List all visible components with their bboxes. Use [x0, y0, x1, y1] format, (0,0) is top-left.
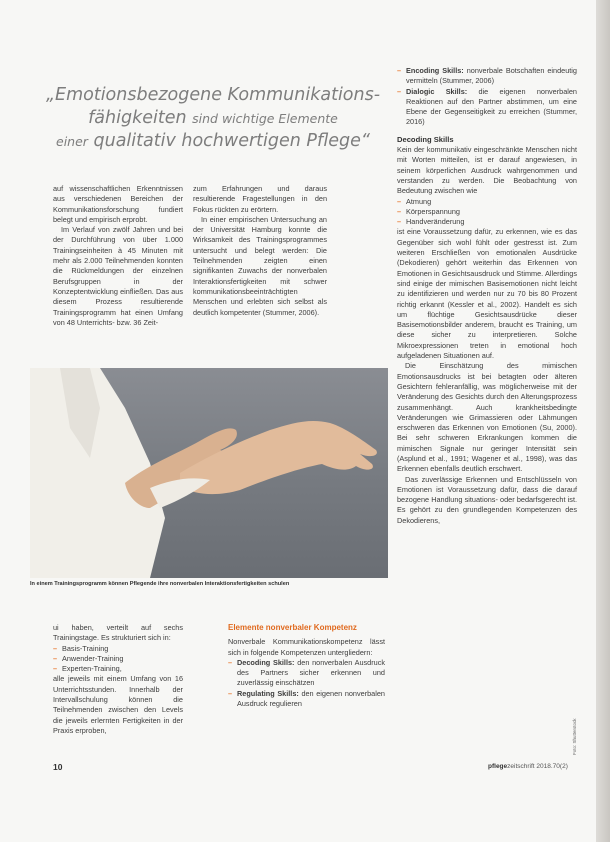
paragraph: auf wissenschaftlichen Erkenntnissen aus verschiedenen Bereichen der Kommunikationsforschung fundiert belegt und empirisch erprobt. [53, 184, 183, 224]
photo-credit: Foto: Shutterstock [572, 718, 577, 755]
paragraph: Die Einschätzung des mimischen Emotionsausdrucks ist bei betagten oder älteren Gesichtern fehleranfällig, was möglicherweise mit der Veränderung des Gesichts durch den Alterungsprozess zusammenhängt. Auch krankheitsbedingte Veränderungen wie Grimassieren oder Lähmungen erschweren das Erkennen von Emotionen (Su, 2000). Bei sehr schweren Erkrankungen kommen die mimischen Signale nur geringer Intensität sein (Asplund et al., 1991; Wagener et al., 1998), was das Erkennen ebenfalls deutlich erschwert. [397, 361, 577, 474]
skill-term: Dialogic Skills: [406, 86, 468, 96]
list-item: – Anwender-Training [53, 654, 183, 664]
pull-quote-line-3-a: einer [56, 134, 88, 149]
paragraph: ui haben, verteilt auf sechs Trainingstage. Es strukturiert sich in: [53, 623, 183, 643]
pull-quote-line-2-b: sind wichtige Elemente [192, 111, 338, 126]
list-item [228, 689, 385, 710]
skills-list-continued [397, 66, 577, 128]
magazine-name-rest: zeitschrift 2018.70(2) [507, 763, 568, 770]
list-item [397, 66, 577, 87]
skill-term: Decoding Skills: [237, 657, 295, 667]
pull-quote-line-1: „Emotionsbezogene Kommunikations- [45, 85, 381, 105]
skill-term: Encoding Skills: [406, 66, 464, 75]
skill-text: den nonverbalen Ausdruck des Partners sicher erkennen und zuverlässig einschätzen [237, 657, 386, 688]
section-heading-elements: Elemente nonverbaler Kompetenz [228, 623, 357, 632]
list-item: – Atmung [397, 197, 577, 207]
skills-list [228, 658, 385, 709]
column-middle-bottom [228, 623, 385, 709]
section-heading-decoding: Decoding Skills [397, 134, 454, 144]
paragraph: alle jeweils mit einem Umfang von 16 Unterrichtsstunden. Innerhalb der Intervallschulung können die Teilnehmenden zwischen den Levels die jeweils erlernten Fertigkeiten in der Praxis erproben, [53, 674, 183, 735]
skill-text: die eigenen nonverbalen Reaktionen auf den Partner abstimmen, um eine Ebene der Gegenseitigkeit zu erreichen (Stummer, 2016) [406, 86, 577, 127]
right-hand-shape [180, 421, 377, 494]
paragraph: In einer empirischen Untersuchung an der Universität Hamburg konnte die Wirksamkeit des Trainingsprogrammes untersucht und belegt werden: Die Teilnehmenden zeigten einen signifikanten Zuwachs der nonverbalen Interaktionsfertigkeiten mit schwer kommunikationsbeeinträchtigten Menschen und erlebten sich selbst als deutlich kompetenter (Stummer, 2006). [193, 214, 327, 317]
page-number: 10 [53, 762, 63, 772]
pull-quote-line-2 [40, 107, 386, 130]
magazine-footer [488, 763, 568, 770]
column-right [397, 66, 577, 526]
paragraph: zum Erfahrungen und daraus resultierende Fragestellungen in den Fokus rückten zu erörtern. [193, 184, 327, 214]
list-item: – Handveränderung [397, 217, 577, 227]
column-left-top [53, 184, 183, 328]
skill-term: Regulating Skills: [237, 688, 299, 698]
hands-illustration [30, 368, 388, 578]
observation-list [397, 197, 577, 228]
list-item: – Basis-Training [53, 644, 183, 654]
list-item [397, 87, 577, 128]
column-middle-top [193, 184, 327, 318]
list-item: – Experten-Training, [53, 664, 183, 674]
pull-quote-line-3 [40, 130, 386, 153]
magazine-name-bold: pflege [488, 763, 508, 770]
training-levels-list [53, 644, 183, 675]
pull-quote-line-2-a: fähigkeiten [88, 108, 187, 128]
paragraph: Das zuverlässige Erkennen und Entschlüsseln von Emotionen ist Voraussetzung dafür, dass die darauf bezogene Handlung situations- oder bedarfsgerecht ist. Es gehört zu den grundlegenden Kompetenzen des Dekodierens, [397, 474, 577, 525]
skill-text: den eigenen nonverbalen Ausdruck regulieren [237, 688, 385, 709]
pull-quote [40, 84, 386, 153]
paragraph: Nonverbale Kommunikationskompetenz lässt sich in folgende Kompetenzen untergliedern: [228, 637, 385, 657]
photo-caption: In einem Trainingsprogramm können Pflegende ihre nonverbalen Interaktionsfertigkeiten schulen [30, 581, 290, 587]
paragraph: Im Verlauf von zwölf Jahren und bei der Durchführung von über 1.000 Trainingseinheiten à 45 Minuten mit mehr als 2.000 Teilnehmenden konnten die Rückmeldungen der einzelnen Berufsgruppen in der Konzeptentwicklung einfließen. Das aus diesem Prozess resultierende Trainingsprogramm hat einen Umfang von 48 Unterrichts- bzw. 36 Zeit- [53, 225, 183, 327]
paragraph: ist eine Voraussetzung dafür, zu erkennen, wie es das Gegenüber sich wohl fühlt oder gestresst ist. Zum weiteren Erschließen von emotionalen Ausdrücke (Dekodieren) gehört weiterhin das Erkennen von Emotionen in Gesichtsausdruck und Stimme. Allerdings sind einige der mimischen Basisemotionen nicht leicht zu identifizieren und werden nur zu 70 bis 80 Prozent richtig erkannt (Kessler et al., 2002). Handelt es sich um flüchtige Gesichtsausdrücke dieser Basisemotionsbilder anderem, braucht es Training, um diese sicher zu interpretieren. Solche Mikroexpressionen treten in emotional hoch aufgeladenen Situationen auf. [397, 227, 577, 361]
list-item [228, 658, 385, 689]
pull-quote-line-3-b: qualitativ hochwertigen Pflege“ [93, 131, 370, 151]
list-item: – Körperspannung [397, 207, 577, 217]
paragraph: Kein der kommunikativ eingeschränkte Menschen nicht mit Worten mitteilen, ist er darauf angewiesen, in seinem körperlichen Ausdruck wahrgenommen und verstanden zu werden. Die Beobachtung von Bedeutung zwischen wie [397, 145, 577, 196]
hands-photo [30, 368, 388, 578]
column-left-bottom [53, 623, 183, 736]
page-edge-shadow [596, 0, 610, 842]
skill-text: nonverbale Botschaften eindeutig vermitteln (Stummer, 2006) [406, 66, 577, 86]
